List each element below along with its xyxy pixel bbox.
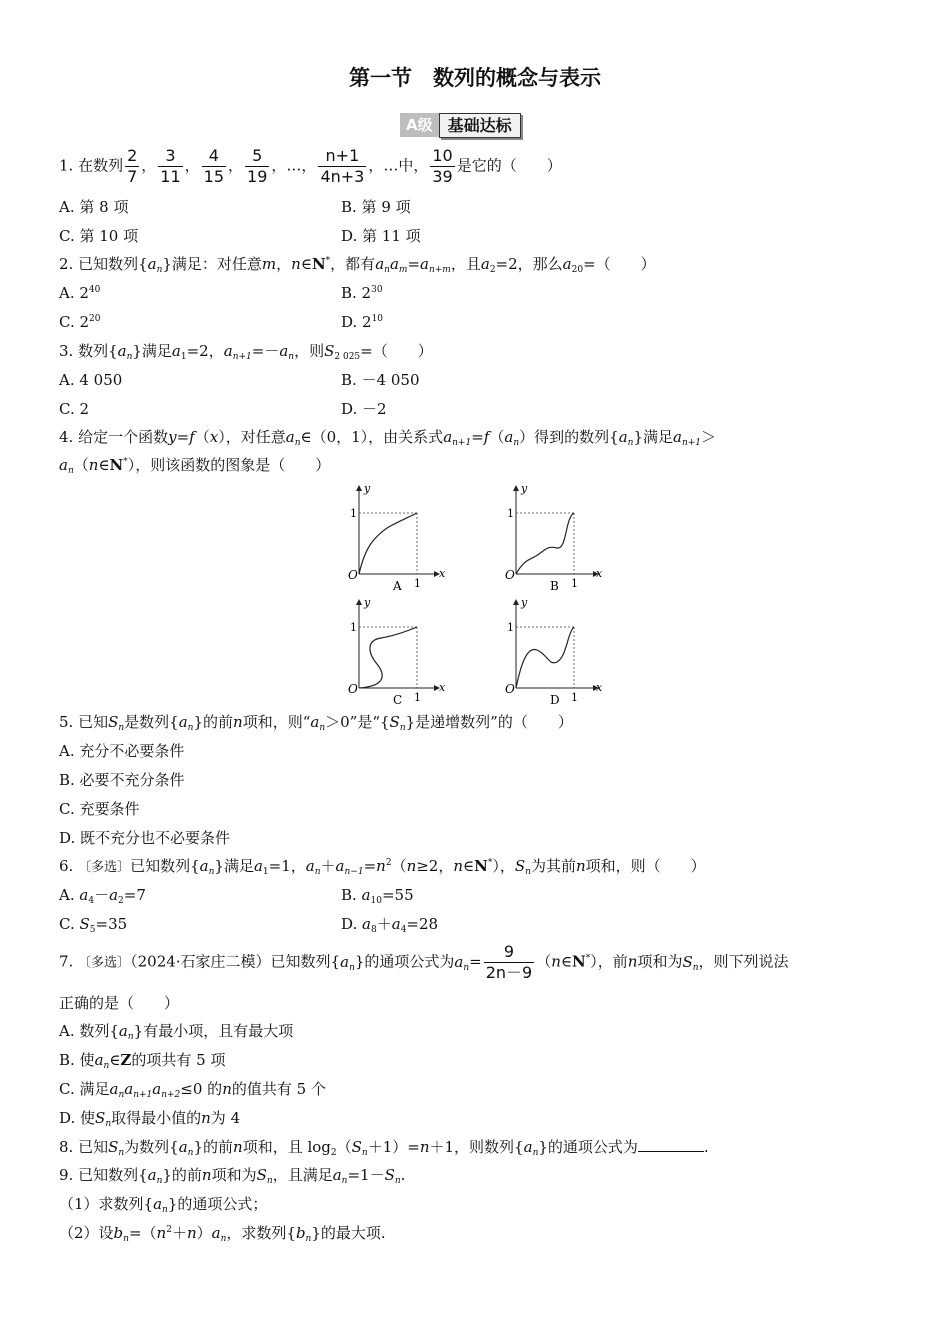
graph-a[interactable] xyxy=(348,482,446,593)
q7-option-c: C. 满足$a_na_{n+1}a_{n+2}\le 0$ 的n的值共有 5 个 xyxy=(59,1080,326,1100)
q6-option-d: D. $a_8+a_4=28$ xyxy=(341,915,439,935)
x-axis-label: x xyxy=(439,681,446,694)
q7-option-a: A. 数列$\{a_n\}$有最小项，且有最大项 xyxy=(59,1022,294,1042)
fraction: $\frac{2}{7}$ xyxy=(127,146,138,186)
question-7-line-1: 7. 〔多选〕（2024·石家庄二模）已知数列$\{a_n\}$的通项公式为$a_n=$ $\frac{9}{2n-9}$ （n∈N*），前n项和为$S_n$，则下列说法 xyxy=(59,942,789,982)
multi-select-tag: 〔多选〕 xyxy=(78,955,131,971)
x-one-label: 1 xyxy=(414,691,421,704)
y-axis-label: y xyxy=(364,482,371,495)
question-4-line-1: 4. 给定一个函数y=f（x），对任意$a_n\in(0$，1），由关系式$a_{n+1}=f(a_n)$得到的数列$\{a_n\}$满足$a_{n+1}>$ xyxy=(59,428,717,448)
answer-blank[interactable] xyxy=(638,1137,704,1152)
q1-option-c: C. 第 10 项 xyxy=(59,227,139,245)
q9-subquestion-2: （2）设$b_n=(n^2+n)a_n$，求数列$\{b_n\}$的最大项. xyxy=(59,1224,386,1244)
graph-label: C xyxy=(393,693,403,707)
graph-label: D xyxy=(550,693,560,707)
graph-d[interactable] xyxy=(505,596,603,707)
general-term-fraction: $\frac{9}{2n-9}$ xyxy=(485,942,533,982)
question-6: 6. 〔多选〕已知数列$\{a_n\}$满足$a_1=1$，$a_n+a_{n-1}=n^2(n\ge 2$，n∈N*），$S_n$为其前n项和，则（ ） xyxy=(59,857,706,877)
question-4-line-2: $a_n(n\in N^*)$，则该函数的图象是（ ） xyxy=(59,456,331,476)
q2-option-a: A. $2^{40}$ xyxy=(59,284,101,302)
origin-label: O xyxy=(348,568,358,582)
x-one-label: 1 xyxy=(571,691,578,704)
curve-a xyxy=(359,513,417,574)
question-7-line-2: 正确的是（ ） xyxy=(59,994,180,1012)
curve-d xyxy=(516,627,574,688)
q6-option-a: A. $a_4-a_2=7$ xyxy=(59,886,146,906)
q6-option-b: B. $a_{10}=55$ xyxy=(341,886,414,906)
origin-label: O xyxy=(505,682,515,696)
q3-option-a: A. 4 050 xyxy=(59,371,123,389)
x-axis-label: x xyxy=(596,567,603,580)
q3-option-b: B. －4 050 xyxy=(341,371,420,389)
x-axis-label: x xyxy=(596,681,603,694)
graph-c[interactable] xyxy=(348,596,446,707)
q3-option-d: D. －2 xyxy=(341,400,387,418)
fraction: $\frac{n+1}{4n+3}$ xyxy=(320,146,365,186)
curve-c xyxy=(359,627,417,688)
x-axis-label: x xyxy=(439,567,446,580)
x-one-label: 1 xyxy=(414,577,421,590)
q6-option-c: C. $S_5=35$ xyxy=(59,915,128,935)
level-badge xyxy=(400,112,521,138)
q2-option-b: B. $2^{30}$ xyxy=(341,284,383,302)
y-one-label: 1 xyxy=(507,507,514,520)
y-axis-label: y xyxy=(364,596,371,609)
q9-subquestion-1: （1）求数列$\{a_n\}$的通项公式； xyxy=(59,1195,268,1215)
level-badge-grade: A级 xyxy=(400,113,439,137)
q2-option-d: D. $2^{10}$ xyxy=(341,313,384,331)
fraction: $\frac{4}{15}$ xyxy=(203,146,225,186)
q4-graphs-figure xyxy=(335,478,615,710)
multi-select-tag: 〔多选〕 xyxy=(78,860,131,875)
fraction: $\frac{3}{11}$ xyxy=(160,146,181,186)
graph-label: B xyxy=(550,579,559,593)
graph-b[interactable] xyxy=(505,482,603,593)
q1-option-b: B. 第 9 项 xyxy=(341,198,411,216)
y-axis-label: y xyxy=(521,482,528,495)
question-8: 8. 已知$S_n$为数列$\{a_n\}$的前n项和，且 $\log_2(S_n+1)=n+1$，则数列$\{a_n\}$的通项公式为 . xyxy=(59,1138,709,1158)
origin-label: O xyxy=(348,682,358,696)
fraction: $\frac{5}{19}$ xyxy=(247,146,268,186)
y-one-label: 1 xyxy=(507,621,514,634)
q3-option-c: C. 2 xyxy=(59,400,90,418)
y-one-label: 1 xyxy=(350,621,357,634)
graph-label: A xyxy=(393,579,402,593)
page-title: 第一节 数列的概念与表示 xyxy=(349,66,601,90)
q7-option-d: D. 使$S_n$取得最小值的n为 4 xyxy=(59,1109,241,1129)
x-one-label: 1 xyxy=(571,577,578,590)
q1-option-a: A. 第 8 项 xyxy=(59,198,129,216)
level-badge-label: 基础达标 xyxy=(439,113,521,138)
origin-label: O xyxy=(505,568,515,582)
q5-option-d: D. 既不充分也不必要条件 xyxy=(59,829,231,847)
y-one-label: 1 xyxy=(350,507,357,520)
q1-option-d: D. 第 11 项 xyxy=(341,227,421,245)
q5-option-c: C. 充要条件 xyxy=(59,800,140,818)
y-axis-label: y xyxy=(521,596,528,609)
q2-option-c: C. $2^{20}$ xyxy=(59,313,101,331)
q7-option-b: B. 使$a_n\in Z$的项共有 5 项 xyxy=(59,1051,226,1071)
q5-option-a: A. 充分不必要条件 xyxy=(59,742,185,760)
q5-option-b: B. 必要不充分条件 xyxy=(59,771,185,789)
question-2: 2. 已知数列$\{a_n\}$满足：对任意m，n∈N*，都有$a_na_m=a_{n+m}$，且$a_2=2$，那么$a_{20}=$（ ） xyxy=(59,255,656,275)
question-1: 1. 在数列 $\frac{2}{7}$ ， $\frac{3}{11}$ ， $\frac{4}{15}$ ， $\frac{5}{19}$ ，…， $\frac{n+1}{4n+3}$ ，…中， $\frac{10}{39}$ 是它的（ ） xyxy=(59,146,562,186)
question-5: 5. 已知$S_n$是数列$\{a_n\}$的前n项和，则“$a_n>0$”是“$\{S_n\}$是递增数列”的（ ） xyxy=(59,713,573,733)
question-9: 9. 已知数列$\{a_n\}$的前n项和为$S_n$，且满足$a_n=1-S_n$. xyxy=(59,1166,406,1186)
fraction: $\frac{10}{39}$ xyxy=(432,146,453,186)
question-3: 3. 数列$\{a_n\}$满足$a_1=2$，$a_{n+1}=-a_n$，则$S_{2 025}=$（ ） xyxy=(59,342,433,362)
curve-b xyxy=(516,513,574,574)
